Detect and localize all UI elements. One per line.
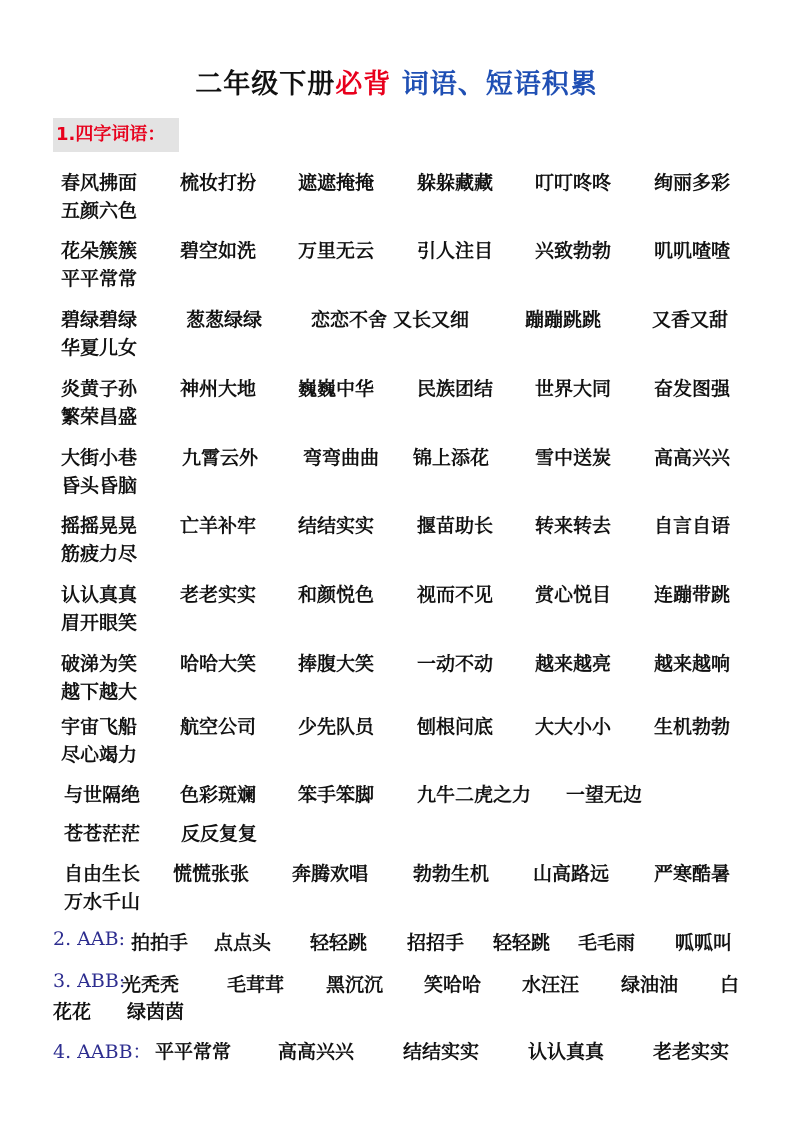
abb-word: 笑哈哈 bbox=[424, 974, 482, 996]
word: 碧绿碧绿 bbox=[61, 309, 138, 331]
word: 奋发图强 bbox=[654, 378, 731, 400]
abb-word: 光秃秃 bbox=[122, 974, 180, 996]
word-row bbox=[0, 511, 793, 571]
word: 绚丽多彩 bbox=[654, 172, 731, 194]
word: 生机勃勃 bbox=[654, 716, 731, 738]
word: 九霄云外 bbox=[182, 447, 259, 469]
word: 捧腹大笑 bbox=[298, 653, 375, 675]
word: 雪中送炭 bbox=[535, 447, 612, 469]
word: 转来转去 bbox=[535, 515, 612, 537]
word: 认认真真 bbox=[61, 584, 138, 606]
section-4-label: 4. AABB： bbox=[53, 1041, 152, 1063]
word: 平平常常 bbox=[61, 268, 138, 290]
word: 破涕为笑 bbox=[61, 653, 138, 675]
word-row bbox=[0, 780, 793, 845]
word: 五颜六色 bbox=[61, 200, 138, 222]
word: 笨手笨脚 bbox=[298, 784, 375, 806]
word: 华夏儿女 bbox=[61, 337, 138, 359]
abb-word: 白 bbox=[720, 974, 740, 996]
abb-word: 绿油油 bbox=[621, 974, 679, 996]
section-3-label: 3. ABB: bbox=[53, 970, 126, 992]
aab-word: 点点头 bbox=[214, 932, 272, 954]
word: 奔腾欢唱 bbox=[292, 863, 369, 885]
word: 高高兴兴 bbox=[654, 447, 731, 469]
word-row bbox=[0, 580, 793, 640]
word: 勃勃生机 bbox=[413, 863, 490, 885]
aab-word: 拍拍手 bbox=[131, 932, 189, 954]
word: 九牛二虎之力 bbox=[417, 784, 532, 806]
title-grade: 二年级下册 bbox=[195, 69, 336, 100]
word: 航空公司 bbox=[180, 716, 257, 738]
word-row bbox=[0, 168, 793, 228]
abb-word: 花花 bbox=[53, 1001, 92, 1023]
word: 一动不动 bbox=[417, 653, 494, 675]
page-title bbox=[0, 62, 793, 101]
word-row bbox=[0, 859, 793, 919]
word: 越来越响 bbox=[654, 653, 731, 675]
word: 兴致勃勃 bbox=[535, 240, 612, 262]
word: 梳妆打扮 bbox=[180, 172, 257, 194]
word: 一望无边 bbox=[566, 784, 643, 806]
word: 筋疲力尽 bbox=[61, 543, 138, 565]
section-1-heading: 1.四字词语： bbox=[53, 118, 179, 152]
word-row bbox=[0, 236, 793, 296]
aab-word: 招招手 bbox=[407, 932, 465, 954]
word: 花朵簇簇 bbox=[61, 240, 138, 262]
word: 万水千山 bbox=[64, 891, 141, 913]
word: 反反复复 bbox=[181, 823, 258, 845]
word: 大大小小 bbox=[535, 716, 612, 738]
word: 严寒酷暑 bbox=[654, 863, 731, 885]
word: 繁荣昌盛 bbox=[61, 406, 138, 428]
aab-word: 呱呱叫 bbox=[675, 932, 733, 954]
section-2-label: 2. AAB: bbox=[53, 928, 125, 950]
word: 越下越大 bbox=[61, 681, 138, 703]
word: 色彩斑斓 bbox=[180, 784, 257, 806]
word: 连蹦带跳 bbox=[654, 584, 731, 606]
word: 昏头昏脑 bbox=[61, 475, 138, 497]
word: 结结实实 bbox=[298, 515, 375, 537]
abb-word: 绿茵茵 bbox=[127, 1001, 185, 1023]
word: 眉开眼笑 bbox=[61, 612, 138, 634]
word: 世界大同 bbox=[535, 378, 612, 400]
word: 叽叽喳喳 bbox=[654, 240, 731, 262]
aab-word: 轻轻跳 bbox=[310, 932, 368, 954]
word: 和颜悦色 bbox=[298, 584, 375, 606]
aabb-word: 结结实实 bbox=[403, 1041, 480, 1063]
aabb-word: 认认真真 bbox=[528, 1041, 605, 1063]
word-row bbox=[0, 649, 793, 709]
word-row bbox=[0, 305, 793, 365]
word: 慌慌张张 bbox=[173, 863, 250, 885]
word-row bbox=[0, 712, 793, 772]
section-4-aabb bbox=[53, 1037, 152, 1064]
word: 少先队员 bbox=[298, 716, 375, 738]
word: 躲躲藏藏 bbox=[417, 172, 494, 194]
word-row bbox=[0, 443, 793, 503]
word: 大街小巷 bbox=[61, 447, 138, 469]
section-3-abb bbox=[53, 970, 125, 992]
word: 揠苗助长 bbox=[417, 515, 494, 537]
word: 民族团结 bbox=[417, 378, 494, 400]
word: 越来越亮 bbox=[535, 653, 612, 675]
word: 葱葱绿绿 bbox=[186, 309, 263, 331]
word: 叮叮咚咚 bbox=[535, 172, 612, 194]
word: 自言自语 bbox=[654, 515, 731, 537]
word: 又长又细 bbox=[393, 309, 470, 331]
aab-word: 轻轻跳 bbox=[493, 932, 551, 954]
word: 神州大地 bbox=[180, 378, 257, 400]
word: 山高路远 bbox=[533, 863, 610, 885]
word: 宇宙飞船 bbox=[61, 716, 138, 738]
word: 与世隔绝 bbox=[64, 784, 141, 806]
word: 春风拂面 bbox=[61, 172, 138, 194]
word: 遮遮掩掩 bbox=[298, 172, 375, 194]
abb-word: 黑沉沉 bbox=[326, 974, 384, 996]
aabb-word: 老老实实 bbox=[653, 1041, 730, 1063]
aabb-word: 高高兴兴 bbox=[278, 1041, 355, 1063]
word: 摇摇晃晃 bbox=[61, 515, 138, 537]
title-topic: 词语、短语积累 bbox=[391, 69, 598, 100]
word: 苍苍茫茫 bbox=[64, 823, 141, 845]
word: 尽心竭力 bbox=[61, 744, 138, 766]
word: 哈哈大笑 bbox=[180, 653, 257, 675]
word-row bbox=[0, 374, 793, 434]
word: 又香又甜 bbox=[652, 309, 729, 331]
aabb-word: 平平常常 bbox=[155, 1041, 232, 1063]
title-must: 必背 bbox=[335, 69, 392, 100]
word: 视而不见 bbox=[417, 584, 494, 606]
word: 赏心悦目 bbox=[535, 584, 612, 606]
word: 蹦蹦跳跳 bbox=[525, 309, 602, 331]
abb-word: 水汪汪 bbox=[522, 974, 580, 996]
word: 万里无云 bbox=[298, 240, 375, 262]
word: 炎黄子孙 bbox=[61, 378, 138, 400]
word: 老老实实 bbox=[180, 584, 257, 606]
section-2-aab bbox=[53, 928, 125, 950]
word: 刨根问底 bbox=[417, 716, 494, 738]
word: 亡羊补牢 bbox=[180, 515, 257, 537]
word: 弯弯曲曲 bbox=[303, 447, 380, 469]
word: 巍巍中华 bbox=[298, 378, 375, 400]
word: 碧空如洗 bbox=[180, 240, 257, 262]
abb-word: 毛茸茸 bbox=[227, 974, 285, 996]
word: 恋恋不舍 bbox=[311, 309, 388, 331]
word: 锦上添花 bbox=[413, 447, 490, 469]
word: 引人注目 bbox=[417, 240, 494, 262]
word: 自由生长 bbox=[64, 863, 141, 885]
aab-word: 毛毛雨 bbox=[578, 932, 636, 954]
